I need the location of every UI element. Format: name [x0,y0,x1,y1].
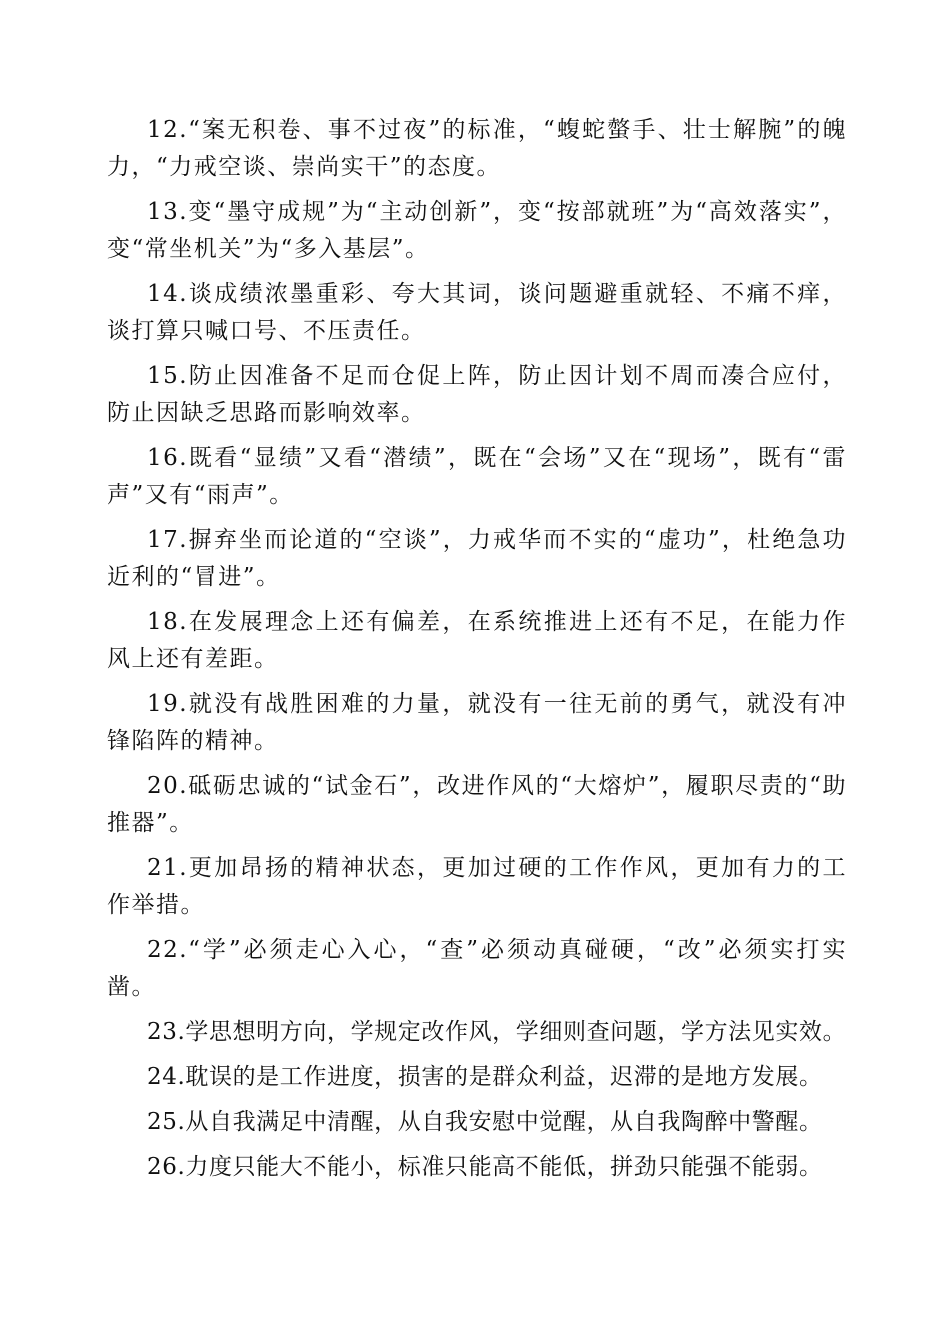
list-item: 19.就没有战胜困难的力量，就没有一往无前的勇气，就没有冲锋陷阵的精神。 [107,691,847,754]
list-item: 13.变“墨守成规”为“主动创新”，变“按部就班”为“高效落实”，变“常坐机关”为“多入基层”。 [107,199,847,262]
list-item: 26.力度只能大不能小，标准只能高不能低，拼劲只能强不能弱。 [147,1154,823,1180]
list-item: 24.耽误的是工作进度，损害的是群众利益，迟滞的是地方发展。 [147,1064,823,1090]
list-item: 23.学思想明方向，学规定改作风，学细则查问题，学方法见实效。 [147,1019,847,1045]
list-item: 15.防止因准备不足而仓促上阵，防止因计划不周而凑合应付，防止因缺乏思路而影响效率。 [107,363,847,426]
list-item: 20.砥砺忠诚的“试金石”，改进作风的“大熔炉”，履职尽责的“助推器”。 [107,773,847,836]
list-item: 16.既看“显绩”又看“潜绩”，既在“会场”又在“现场”，既有“雷声”又有“雨声”。 [107,445,847,508]
list-item: 25.从自我满足中清醒，从自我安慰中觉醒，从自我陶醉中警醒。 [147,1109,823,1135]
list-item: 12.“案无积卷、事不过夜”的标准，“蝮蛇螫手、壮士解腕”的魄力，“力戒空谈、崇尚实干”的态度。 [107,117,847,180]
list-item: 22.“学”必须走心入心，“查”必须动真碰硬，“改”必须实打实凿。 [107,937,847,1000]
list-item: 18.在发展理念上还有偏差，在系统推进上还有不足，在能力作风上还有差距。 [107,609,847,672]
list-item: 17.摒弃坐而论道的“空谈”，力戒华而不实的“虚功”，杜绝急功近利的“冒进”。 [107,527,847,590]
list-item: 14.谈成绩浓墨重彩、夸大其词，谈问题避重就轻、不痛不痒，谈打算只喊口号、不压责任。 [107,281,847,344]
list-item: 21.更加昂扬的精神状态，更加过硬的工作作风，更加有力的工作举措。 [107,855,847,918]
document-body [107,112,847,1194]
